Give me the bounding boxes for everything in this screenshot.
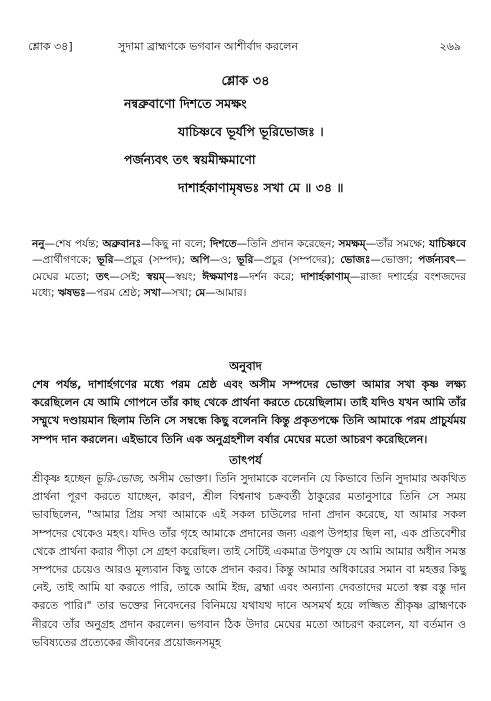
synonym-term: সখা <box>143 287 161 300</box>
synonym-term: অব্রুবানঃ <box>102 238 142 250</box>
synonym-term: ঋষভঃ <box>57 287 86 300</box>
synonym-term: ভোজঃ <box>340 254 371 267</box>
synonym-term: পর্জন্যবৎ <box>418 254 456 267</box>
synonym-meaning: —আমার। <box>205 287 247 300</box>
verse-line-3: পর্জন্যবৎ তৎ স্বয়মীক্ষমাণো <box>124 152 256 167</box>
synonym-meaning: —শেষ পর্যন্ত; <box>44 238 103 250</box>
verse-line-4: দাশার্হকাণামৃষভঃ সখা মে ॥ ৩৪ ॥ <box>178 180 344 195</box>
synonym-meaning: —প্রচুর (সম্পদের); <box>253 254 341 267</box>
synonym-term: মে <box>195 287 206 300</box>
translation-heading: অনুবাদ <box>229 359 262 373</box>
translation-text: শেষ পর্যন্ত, দাশার্হগণের মধ্যে পরম শ্রেষ্ঠ এবং অসীম সম্পদের ভোক্তা আমার সখা কৃষ্ণ লক্ষ্য করেছিলেন যে আমি গোপনে তাঁর কাছ থেকে প্রার্থনা করতে চেয়েছিলাম। তাই যদিও যখন আমি তাঁর সম্মুখে দণ্ডায়মান ছিলাম তিনি সে সম্বন্ধে কিছু বলেননি কিন্তু প্রকৃতপক্ষে তিনি আমাকে পরম প্রাচুর্যময় সম্পদ দান করলেন। এইভাবে তিনি এক অনুগ্রহশীল বর্ষার মেঘের মতো আচরণ করেছিলেন। <box>32 378 466 446</box>
synonym-meaning: —ভোক্তা; <box>370 254 419 267</box>
synonym-term: যাচিষ্ণবে <box>429 238 467 250</box>
header-title: সুদামা ব্রাহ্মণকে ভগবান আশীর্বাদ করলেন <box>118 40 299 53</box>
purport-italic-term: ভূরি-ভোজ, <box>95 472 145 485</box>
synonym-meaning: —তাঁর সমক্ষে; <box>365 238 430 250</box>
synonym-meaning: —পরম শ্রেষ্ঠ; <box>85 287 144 300</box>
synonym-term: ভূরি <box>236 254 254 267</box>
synonym-meaning: —স্বয়ং; <box>164 270 203 283</box>
synonym-meaning: —দর্শন করে; <box>238 270 301 283</box>
synonym-meaning: —মেঘের মতো; <box>32 254 467 283</box>
purport-text <box>32 470 466 652</box>
page-number: ২৬৯ <box>439 40 461 53</box>
synonym-term: ননু <box>32 238 45 250</box>
verse-heading: শ্লোক ৩৪ <box>221 74 270 89</box>
synonym-term: দিশতে <box>209 238 237 250</box>
synonym-meaning: —প্রার্থীগণকে; <box>32 254 97 267</box>
synonym-term: ভূরি <box>96 254 114 267</box>
purport-heading: তাৎপর্য <box>229 453 262 467</box>
synonym-term: স্বয়ম্ <box>146 270 165 283</box>
synonym-meaning: —ও; <box>209 254 237 267</box>
synonym-term: তৎ <box>95 270 110 283</box>
synonym-meaning: —সখা; <box>160 287 196 300</box>
running-header <box>28 39 461 55</box>
verse-line-1: নন্বব্রুবাণো দিশতে সমক্ষং <box>124 96 247 111</box>
synonym-term: দাশার্হকাণাম্ <box>300 270 350 283</box>
synonym-meaning: —প্রচুর (সম্পদ); <box>113 254 191 267</box>
synonym-term: সমক্ষম্ <box>338 238 366 250</box>
purport-text-start: শ্রীকৃষ্ণ হচ্ছেন <box>32 472 96 485</box>
synonym-meaning: —কিছু না বলে; <box>141 238 210 250</box>
synonym-meaning: —রাজা দশার্হের বংশজদের মধ্যে; <box>32 270 466 300</box>
header-verse-ref: শ্লোক ৩৪] <box>28 40 73 53</box>
synonym-meaning: —তিনি প্রদান করেছেন; <box>236 238 339 250</box>
synonym-meaning: —সেই; <box>109 270 147 283</box>
purport-text-rest: অসীম ভোক্তা। তিনি সুদামাকে বলেননি যে কিভাবে তিনি সুদামার অকথিত প্রার্থনা পূরণ করতে যাচ্ছেন, কারণ, শ্রীল বিশ্বনাথ চক্রবর্তী ঠাকুরের মতানুসারে তিনি সে সময় ভাবছিলেন, "আমার প্রিয় সখা আমাকে এই সকল চাউলের দানা প্রদান করেছে, যা আমার সকল সম্পদের থেকেও মহৎ। যদিও তাঁর গৃহে আমাকে প্রদানের জন্য এরূপ উপহার ছিল না, এক প্রতিবেশীর থেকে প্রার্থনা করার পীড়া সে গ্রহণ করেছিল। তাই সেটিই একমাত্র উপযুক্ত যে আমি আমার অধীন সমস্ত সম্পদের চেয়েও আরও মূল্যবান কিছু তাকে প্রদান করব। কিন্তু আমার অধিকারের সমান বা মহত্তর কিছু নেই, তাই আমি যা করতে পারি, তাকে আমি ইন্দ্র, ব্রহ্মা এবং অন্যান্য দেবতাদের মতো স্বল্প বস্তু দান করতে পারি।" তার ভক্তের নিবেদনের বিনিময়ে যথাযথ দানে অসমর্থ হয়ে লজ্জিত শ্রীকৃষ্ণ ব্রাহ্মণকে নীরবে তাঁর অনুগ্রহ প্রদান করলেন। ভগবান ঠিক উদার মেঘের মতো আচরণ করলেন, যা বর্তমান ও ভবিষ্যতের প্রত্যেকের জীবনের প্রয়োজনসমূহ <box>32 472 466 649</box>
verse-line-2: যাচিষ্ণবে ভূর্যপি ভূরিভোজঃ । <box>178 124 324 139</box>
synonym-term: অপি <box>190 254 210 267</box>
synonym-term: ঈক্ষমাণঃ <box>202 270 239 283</box>
synonyms-paragraph <box>32 236 466 302</box>
